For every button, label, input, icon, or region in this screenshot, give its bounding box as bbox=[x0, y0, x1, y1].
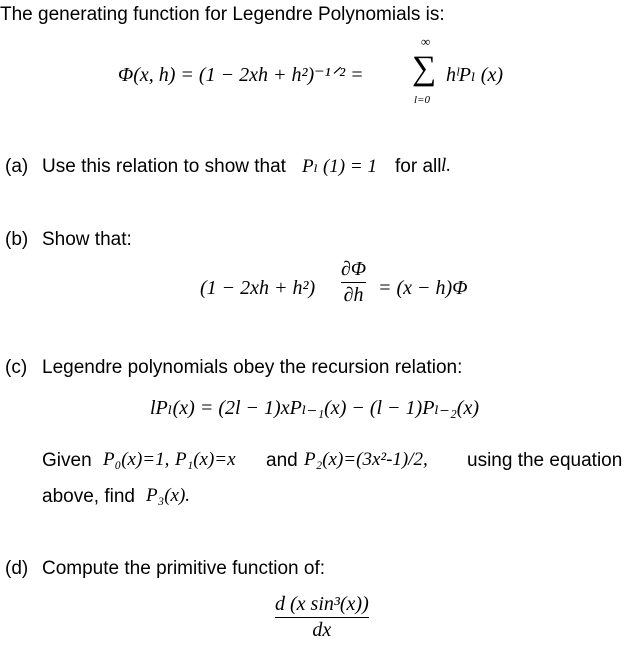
recursion-relation: lPₗ(x) = (2l − 1)xPₗ₋₁(x) − (l − 1)Pₗ₋₂(x) bbox=[150, 397, 479, 419]
part-b-text: Show that: bbox=[42, 229, 132, 250]
part-a-text-after: for all bbox=[395, 156, 442, 177]
sum-upper-limit: ∞ bbox=[421, 34, 431, 49]
part-b-eq-right: = (x − h)Φ bbox=[378, 277, 468, 299]
find-p3: P₃(x). bbox=[146, 485, 191, 506]
part-a-variable: l. bbox=[441, 155, 452, 176]
generating-function-lhs: Φ(x, h) = (1 − 2xh + h²)⁻¹ᐟ² = bbox=[118, 64, 364, 86]
part-d-label: (d) bbox=[5, 558, 29, 579]
part-c-text: Legendre polynomials obey the recursion relation: bbox=[42, 357, 463, 378]
part-b-label: (b) bbox=[5, 229, 29, 250]
part-a-label: (a) bbox=[5, 156, 29, 177]
given-p0: P₀(x)=1, bbox=[103, 449, 170, 470]
sum-lower-limit: l=0 bbox=[414, 94, 430, 106]
part-b-eq-left: (1 − 2xh + h²) bbox=[200, 277, 316, 299]
fraction-bar bbox=[341, 282, 366, 283]
given-p1: P₁(x)=x bbox=[175, 449, 236, 470]
intro-text: The generating function for Legendre Polynomials is: bbox=[0, 4, 445, 25]
find-text: above, find bbox=[42, 486, 135, 507]
part-d-fraction bbox=[275, 593, 369, 642]
sum-summand: hˡPₗ (x) bbox=[446, 64, 503, 86]
part-c-label: (c) bbox=[5, 357, 28, 378]
part-d-frac-numerator: d (x sin³(x)) bbox=[275, 593, 369, 615]
given-word: Given bbox=[42, 450, 92, 471]
part-b-fraction bbox=[341, 258, 366, 307]
given-p2: P₂(x)=(3x²-1)/2, bbox=[304, 449, 428, 470]
given-and: and bbox=[266, 450, 298, 471]
fraction-bar bbox=[275, 617, 369, 618]
part-d-text: Compute the primitive function of: bbox=[42, 558, 326, 579]
sum-symbol: ∑ bbox=[412, 50, 437, 87]
given-tail: using the equation bbox=[467, 450, 623, 471]
part-a-math: Pₗ (1) = 1 bbox=[302, 156, 377, 177]
part-b-frac-denominator: ∂h bbox=[343, 284, 364, 306]
part-b-frac-numerator: ∂Φ bbox=[341, 258, 367, 280]
part-a-text: Use this relation to show that bbox=[42, 156, 286, 177]
part-d-frac-denominator: dx bbox=[312, 619, 332, 641]
